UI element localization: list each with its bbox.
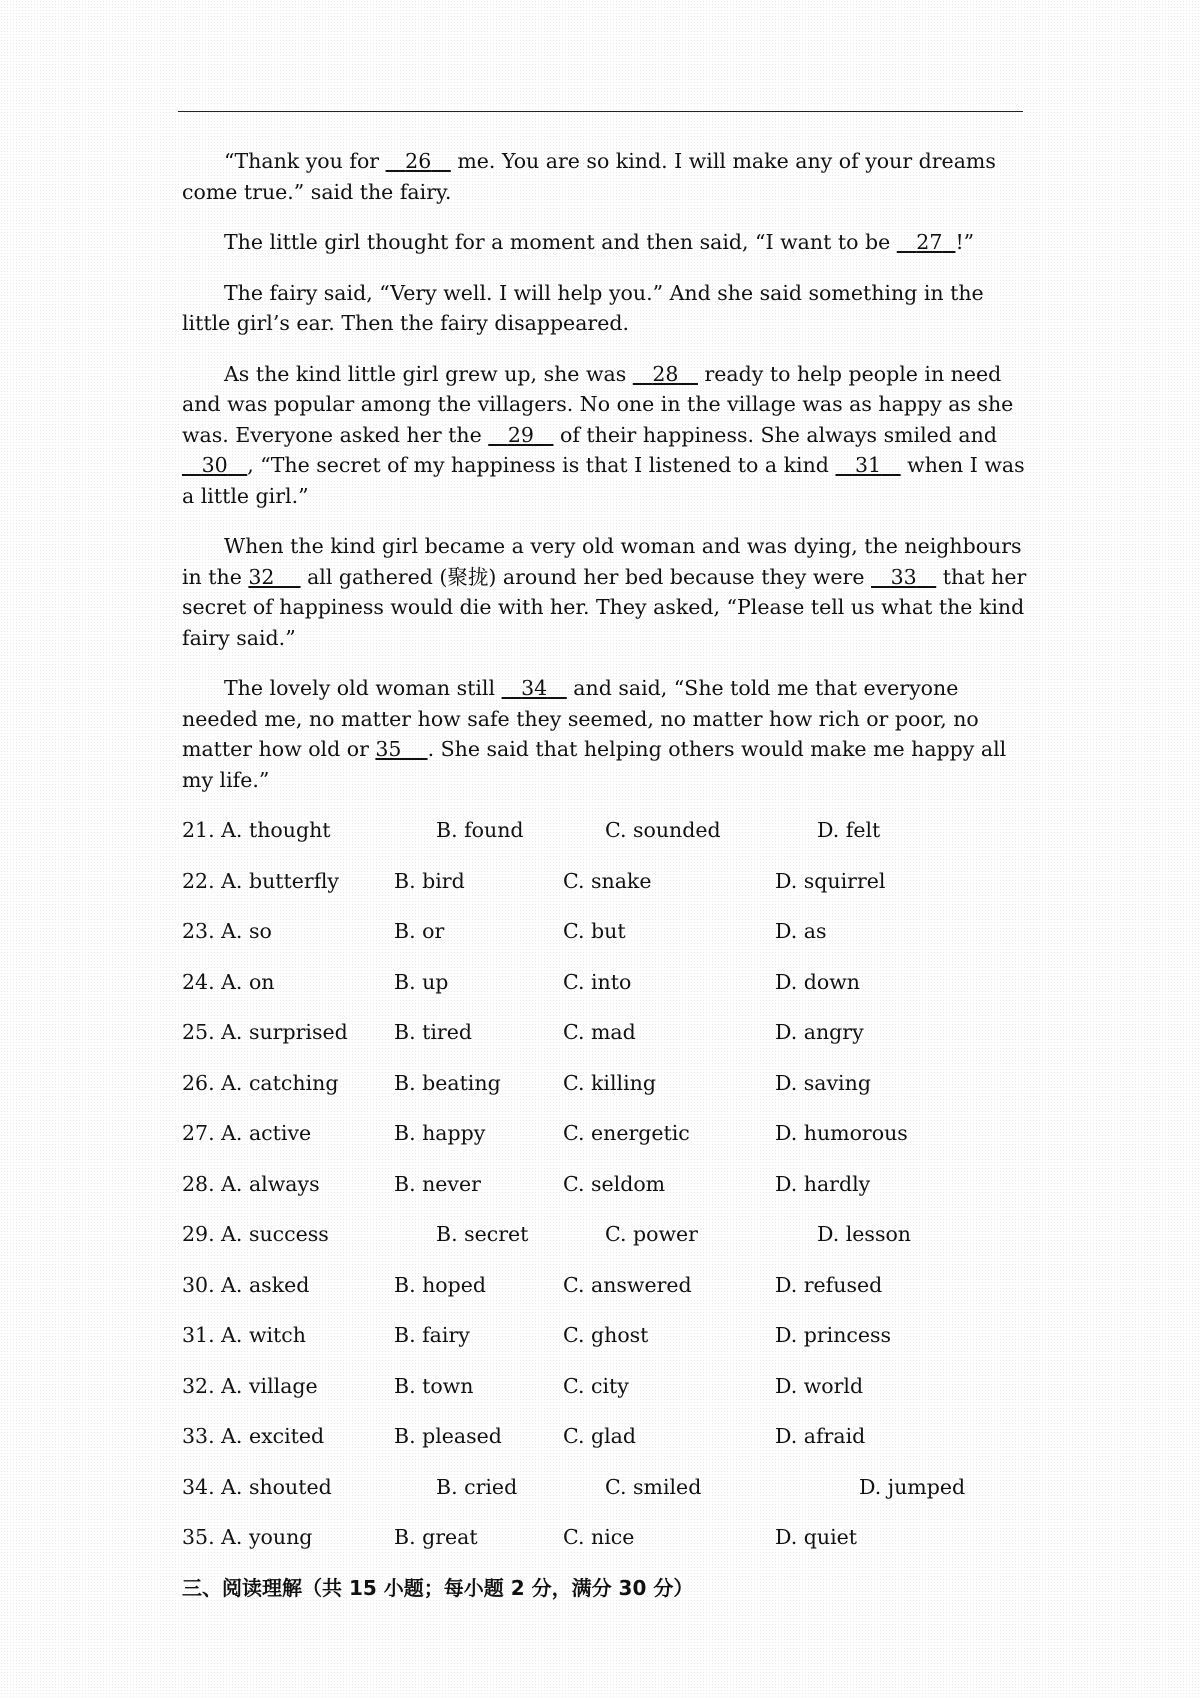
text-span: ready to help people in need and was popular among the villagers. No one in the village was as happy as she was. Everyone asked her the: [182, 361, 1014, 447]
option-b: B. or: [394, 919, 445, 943]
question-row-32: [182, 1371, 1027, 1422]
question-row-33: [182, 1421, 1027, 1472]
option-d: D. humorous: [775, 1121, 908, 1145]
passage-paragraph-1: [182, 146, 1027, 207]
option-d: D. jumped: [859, 1474, 966, 1499]
option-b: B. secret: [436, 1222, 529, 1246]
option-d: D. princess: [775, 1323, 892, 1347]
option-b: B. great: [394, 1525, 478, 1549]
passage-paragraph-3: The fairy said, “Very well. I will help you.” And she said something in the little girl’s ear. Then the fairy disappeared.: [182, 280, 984, 335]
option-a: 21. A. thought: [182, 818, 331, 842]
question-row-23: [182, 916, 1027, 967]
option-d: D. saving: [775, 1070, 871, 1095]
option-a: 31. A. witch: [182, 1323, 306, 1347]
blank-26: 26: [405, 149, 432, 173]
text-span: “Thank you for: [224, 149, 386, 173]
question-row-24: [182, 967, 1027, 1018]
option-b: B. found: [436, 818, 524, 842]
blank-27: 27: [916, 230, 943, 254]
blank-32: 32: [248, 564, 275, 589]
option-b: B. pleased: [394, 1424, 502, 1448]
option-a: 30. A. asked: [182, 1272, 310, 1297]
option-c: C. killing: [563, 1070, 656, 1095]
option-c: C. smiled: [605, 1474, 702, 1499]
text-span: of their happiness. She always smiled and: [553, 422, 997, 447]
question-row-27: [182, 1118, 1027, 1169]
option-a: 26. A. catching: [182, 1070, 339, 1095]
text-span: . She said that helping others would make me happy all my life.”: [182, 737, 1007, 792]
blank-28: 28: [652, 361, 679, 386]
blank-33: 33: [890, 564, 917, 589]
option-b: B. town: [394, 1373, 474, 1398]
option-c: C. snake: [563, 868, 652, 893]
section-3-heading: 三、阅读理解（共 15 小题；每小题 2 分，满分 30 分）: [182, 1575, 694, 1600]
option-d: D. afraid: [775, 1424, 866, 1448]
blank-35: 35: [375, 737, 402, 761]
option-a: 34. A. shouted: [182, 1474, 332, 1499]
question-row-25: [182, 1017, 1027, 1068]
option-a: 25. A. surprised: [182, 1020, 348, 1044]
option-a: 27. A. active: [182, 1121, 312, 1145]
option-a: 24. A. on: [182, 969, 275, 994]
blank-34: 34: [521, 676, 548, 700]
text-span: and said, “She told me that everyone needed me, no matter how safe they seemed, no matter how rich or poor, no matter how old or: [182, 676, 979, 761]
option-c: C. city: [563, 1373, 629, 1398]
option-b: B. cried: [436, 1474, 518, 1499]
passage-paragraph-6: [182, 673, 1027, 795]
option-c: C. energetic: [563, 1121, 690, 1145]
option-b: B. tired: [394, 1020, 472, 1044]
text-span: , “The secret of my happiness is that I listened to a kind: [247, 453, 836, 477]
option-d: D. lesson: [817, 1222, 912, 1246]
option-d: D. as: [775, 919, 827, 943]
option-c: C. sounded: [605, 818, 721, 842]
option-d: D. world: [775, 1373, 864, 1398]
option-b: B. beating: [394, 1070, 501, 1095]
option-b: B. fairy: [394, 1323, 470, 1347]
text-span: The little girl thought for a moment and then said, “I want to be: [224, 230, 897, 254]
header-rule: [178, 111, 1023, 112]
option-a: 33. A. excited: [182, 1424, 325, 1448]
question-row-28: [182, 1169, 1027, 1220]
blank-29: 29: [507, 422, 534, 447]
text-span: that her secret of happiness would die with her. They asked, “Please tell us what the kind fairy said.”: [182, 564, 1027, 650]
option-a: 23. A. so: [182, 919, 272, 943]
text-span: The lovely old woman still: [224, 676, 502, 700]
blank-30: 30: [201, 453, 228, 477]
blank-31: 31: [855, 453, 882, 477]
option-b: B. happy: [394, 1121, 486, 1145]
question-row-29: [182, 1219, 1027, 1270]
option-c: C. into: [563, 969, 632, 994]
option-c: C. seldom: [563, 1171, 666, 1196]
option-a: 22. A. butterfly: [182, 868, 339, 893]
option-d: D. quiet: [775, 1525, 857, 1549]
option-c: C. but: [563, 919, 626, 943]
option-b: B. never: [394, 1171, 481, 1196]
option-c: C. glad: [563, 1424, 637, 1448]
option-b: B. up: [394, 969, 449, 994]
option-c: C. answered: [563, 1272, 692, 1297]
passage-paragraph-4: [182, 359, 1027, 512]
text-span: when I was a little girl.”: [182, 453, 1025, 508]
text-span: !”: [955, 230, 975, 254]
option-c: C. nice: [563, 1525, 635, 1549]
question-row-22: [182, 866, 1027, 917]
question-row-30: [182, 1270, 1027, 1321]
question-row-31: [182, 1320, 1027, 1371]
option-d: D. hardly: [775, 1171, 871, 1196]
exam-page: [182, 146, 1027, 1603]
question-row-21: [182, 815, 1027, 866]
option-a: 32. A. village: [182, 1373, 318, 1398]
option-a: 35. A. young: [182, 1525, 313, 1549]
question-row-34: [182, 1472, 1027, 1523]
option-d: D. angry: [775, 1020, 864, 1044]
option-c: C. mad: [563, 1020, 636, 1044]
option-b: B. hoped: [394, 1272, 487, 1297]
option-c: C. power: [605, 1222, 698, 1246]
option-d: D. squirrel: [775, 868, 886, 893]
passage-paragraph-2: [182, 227, 1027, 258]
text-span: As the kind little girl grew up, she was: [224, 361, 633, 386]
option-c: C. ghost: [563, 1323, 649, 1347]
text-span: When the kind girl became a very old woman and was dying, the neighbours in the: [182, 534, 1022, 589]
passage-paragraph-5: [182, 531, 1027, 653]
question-row-26: [182, 1068, 1027, 1119]
question-row-35: [182, 1522, 1027, 1573]
text-span: me. You are so kind. I will make any of your dreams come true.” said the fairy.: [182, 149, 996, 204]
option-d: D. felt: [817, 818, 881, 842]
option-b: B. bird: [394, 868, 465, 893]
option-d: D. refused: [775, 1272, 883, 1297]
option-d: D. down: [775, 969, 860, 994]
option-a: 28. A. always: [182, 1171, 320, 1196]
option-a: 29. A. success: [182, 1222, 329, 1246]
answer-options: [182, 815, 1027, 1573]
text-span: all gathered (聚拢) around her bed because they were: [300, 564, 871, 589]
